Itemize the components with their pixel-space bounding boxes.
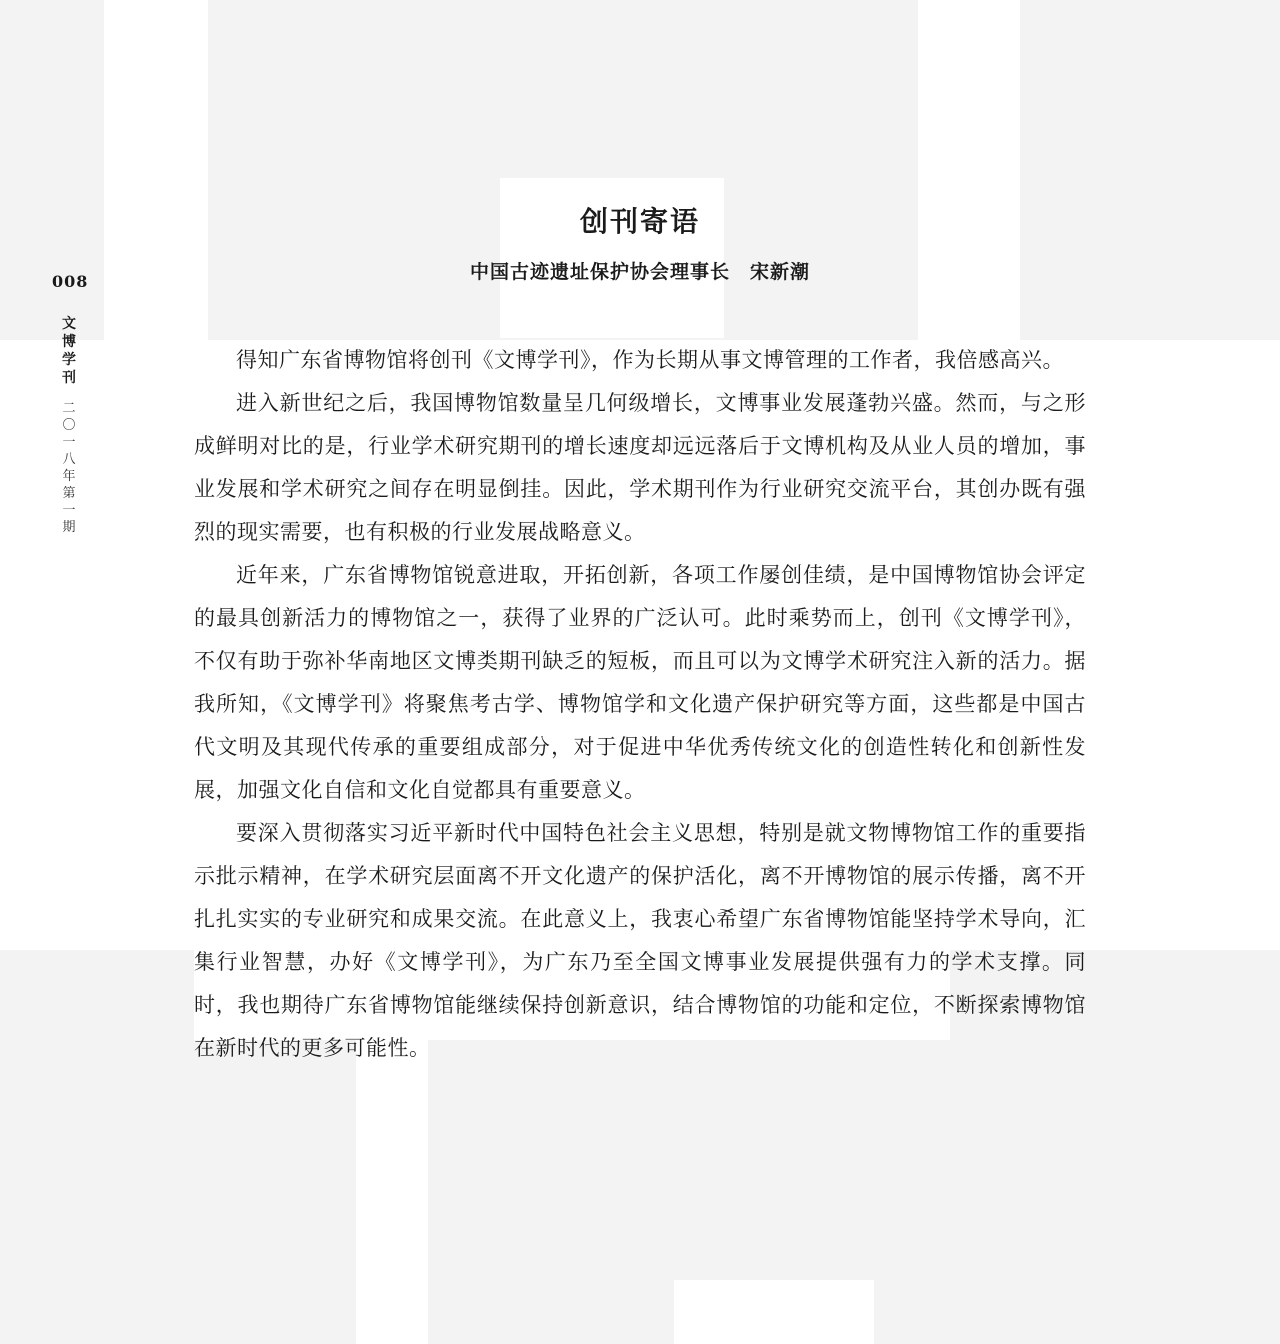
paragraph: 得知广东省博物馆将创刊《文博学刊》，作为长期从事文博管理的工作者，我倍感高兴。 [236,348,1064,372]
paragraph: 要深入贯彻落实习近平新时代中国特色社会主义思想，特别是就文物博物馆工作的重要指示批示精神，在学术研究层面离不开文化遗产的保护活化，离不开博物馆的展示传播，离不开扎扎实实的专业研究和成果交流。在此意义上，我衷心希望广东省博物馆能坚持学术导向，汇集行业智慧，办好《文博学刊》，为广东乃至全国文博事业发展提供强有力的学术支撑。同时，我也期待广东省博物馆能继续保持创新意识，结合博物馆的功能和定位，不断探索博物馆在新时代的更多可能性。 [194,821,1086,1060]
paragraph: 进入新世纪之后，我国博物馆数量呈几何级增长，文博事业发展蓬勃兴盛。然而，与之形成鲜明对比的是，行业学术研究期刊的增长速度却远远落后于文博机构及从业人员的增加，事业发展和学术研究之间存在明显倒挂。因此，学术期刊作为行业研究交流平台，其创办既有强烈的现实需要，也有积极的行业发展战略意义。 [194,391,1086,544]
journal-name: 文博学刊 [62,316,76,386]
background-block [674,1280,874,1344]
background-block [104,0,208,340]
paragraph: 近年来，广东省博物馆锐意进取，开拓创新，各项工作屡创佳绩，是中国博物馆协会评定的最具创新活力的博物馆之一，获得了业界的广泛认可。此时乘势而上，创刊《文博学刊》，不仅有助于弥补华南地区文博类期刊缺乏的短板，而且可以为文博学术研究注入新的活力。据我所知，《文博学刊》将聚焦考古学、博物馆学和文化遗产保护研究等方面，这些都是中国古代文明及其现代传承的重要组成部分，对于促进中华优秀传统文化的创造性转化和创新性发展，加强文化自信和文化自觉都具有重要意义。 [194,563,1086,802]
page-number: 008 [52,272,89,291]
background-block [918,0,1020,340]
article-title: 创刊寄语 [579,205,700,238]
background-block [356,1040,428,1344]
article-author: 中国古迹遗址保护协会理事长 宋新潮 [469,261,810,283]
issue-info: 二〇一八年第一期 [62,401,76,535]
article-body [194,339,1086,1070]
